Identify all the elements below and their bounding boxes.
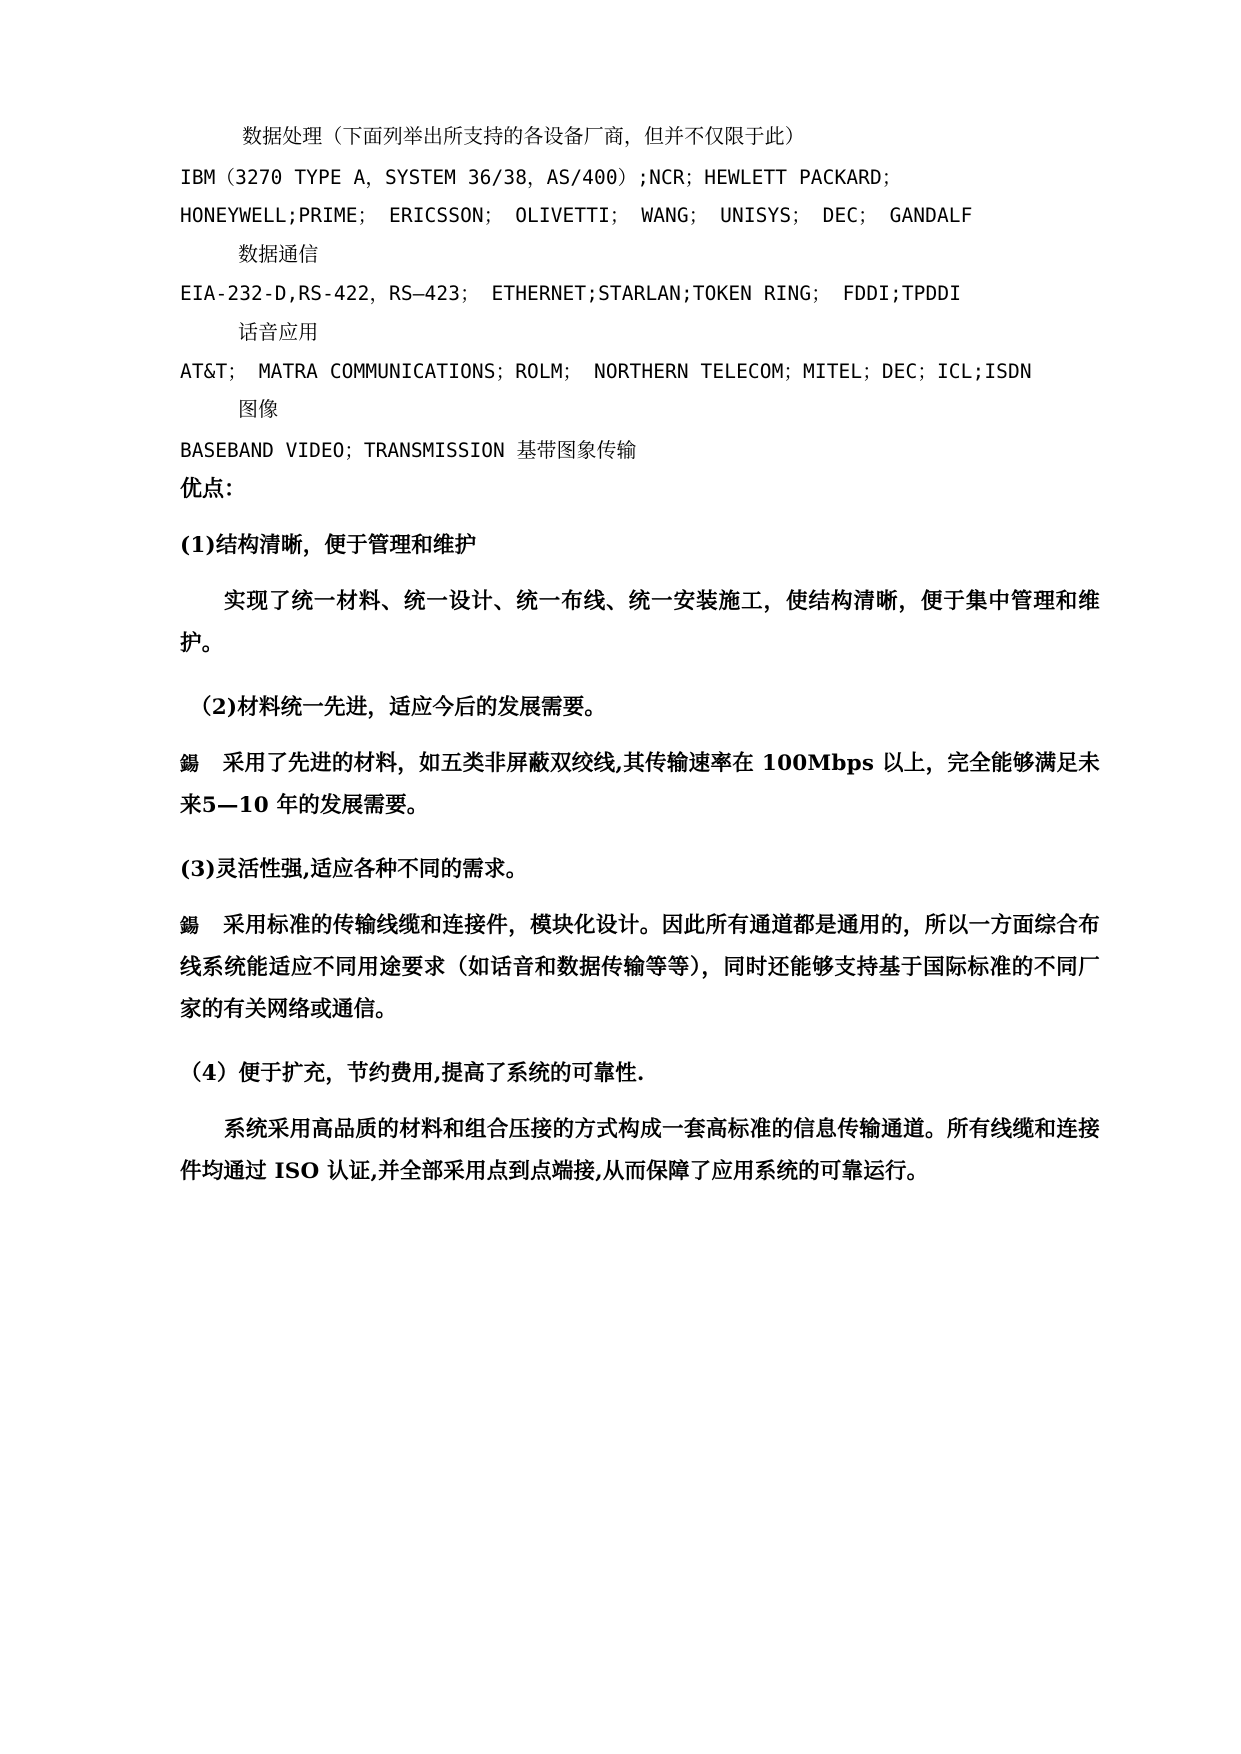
listing-line-honeywell-vendors: HONEYWELL;PRIME； ERICSSON； OLIVETTI； WANG； UNISYS； DEC； GANDALF xyxy=(180,203,973,227)
listing-line-data-communication-standards: EIA-232-D,RS-422，RS—423； ETHERNET;STARLAN;TOKEN RING； FDDI;TPDDI xyxy=(180,281,962,305)
advantage-3-heading: (3)灵活性强,适应各种不同的需求。 xyxy=(180,856,528,882)
advantage-3-body: 采用标准的传输线缆和连接件，模块化设计。因此所有通道都是通用的，所以一方面综合布线系统能适应不同用途要求（如话音和数据传输等等），同时还能够支持基于国际标准的不同厂家的有关网络或通信。 xyxy=(180,912,1100,1022)
listing-heading-voice-application: 话音应用 xyxy=(238,319,319,344)
listing-line-baseband-video-cjk: 基带图象传输 xyxy=(516,437,637,462)
bullet-icon: 鍚 xyxy=(180,753,200,776)
listing-heading-data-communication: 数据通信 xyxy=(238,241,319,266)
listing-line-voice-vendors: AT&T； MATRA COMMUNICATIONS；ROLM； NORTHERN TELECOM；MITEL；DEC；ICL;ISDN xyxy=(180,359,1032,383)
listing-line-data-processing-title: 数据处理（下面列举出所支持的各设备厂商，但并不仅限于此） xyxy=(242,124,805,148)
bullet-icon: 鍚 xyxy=(180,914,200,937)
advantage-2-body: 采用了先进的材料，如五类非屏蔽双绞线,其传输速率在 100Mbps 以上，完全能够满足未来5—10 年的发展需要。 xyxy=(180,751,1101,819)
advantage-4-heading: （4）便于扩充，节约费用,提高了系统的可靠性. xyxy=(180,1060,645,1086)
advantage-1-heading: (1)结构清晰，便于管理和维护 xyxy=(180,533,477,559)
advantage-2-body-line xyxy=(180,743,1100,827)
advantage-3-body-line xyxy=(180,905,1100,1031)
listing-line-baseband-video-latin: BASEBAND VIDEO；TRANSMISSION xyxy=(180,438,517,462)
listing-line-baseband-video xyxy=(180,434,1100,467)
listing-line-ibm-vendors: IBM（3270 TYPE A，SYSTEM 36/38，AS/400）;NCR；HEWLETT PACKARD； xyxy=(180,166,902,190)
advantages-title: 优点： xyxy=(180,476,247,503)
listing-heading-image: 图像 xyxy=(238,397,279,422)
advantage-4-body: 系统采用高品质的材料和组合压接的方式构成一套高标准的信息传输通道。所有线缆和连接件均通过 ISO 认证,并全部采用点到点端接,从而保障了应用系统的可靠运行。 xyxy=(180,1116,1100,1184)
document-body xyxy=(180,120,1100,1192)
advantage-1-body: 实现了统一材料、统一设计、统一布线、统一安装施工，使结构清晰，便于集中管理和维护。 xyxy=(180,589,1100,657)
advantage-2-heading: （2)材料统一先进，适应今后的发展需要。 xyxy=(190,695,607,721)
